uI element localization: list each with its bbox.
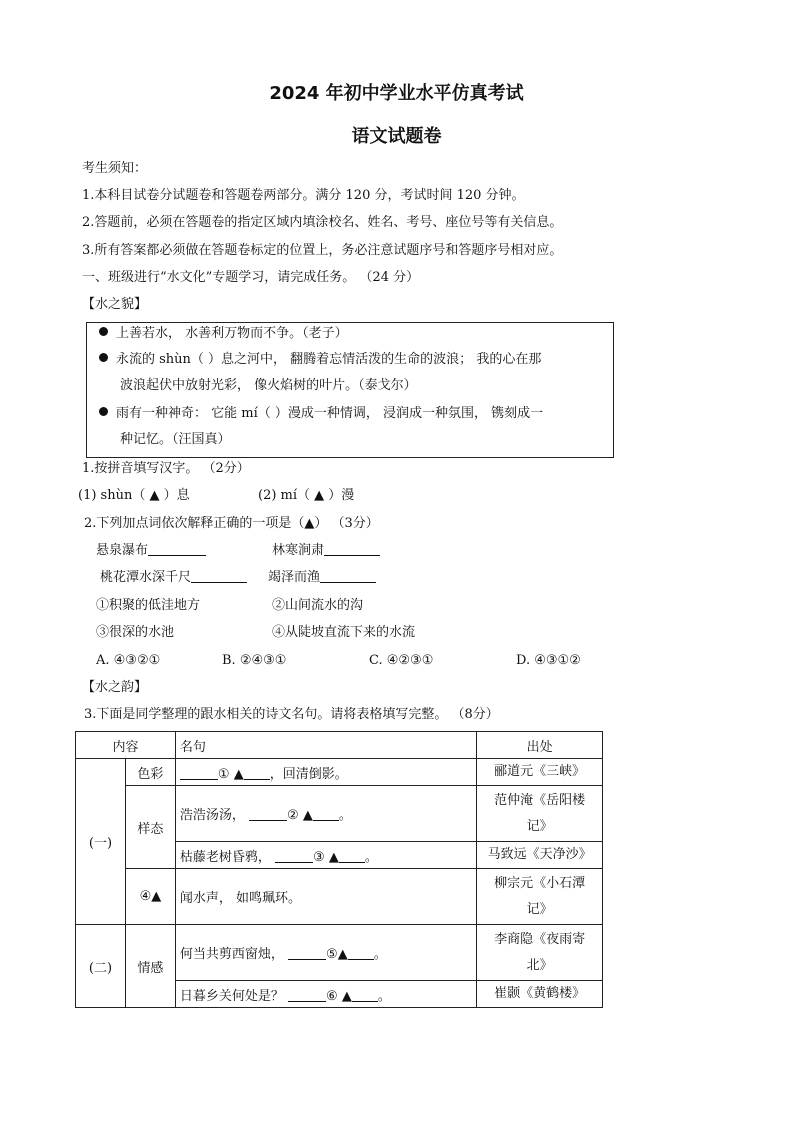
source-cell: 马致远《天净沙》 bbox=[477, 842, 603, 869]
table-header-row bbox=[76, 732, 603, 759]
q2-option-d: D. ④③①② bbox=[516, 653, 581, 668]
category-cell: ④▲ bbox=[125, 869, 175, 925]
source-cell bbox=[477, 786, 603, 842]
q2-option-b: B. ②④③① bbox=[222, 653, 287, 668]
quote-item: 上善若水， 水善利万物而不争。（老子） bbox=[99, 325, 348, 343]
source-cell bbox=[477, 925, 603, 981]
exam-subtitle: 语文试题卷 bbox=[351, 126, 442, 147]
part-label-water-charm: 【水之韵】 bbox=[82, 680, 148, 695]
q2-meaning: ③很深的水池 bbox=[96, 625, 175, 640]
table-row bbox=[76, 786, 603, 842]
question-1-part-a: (1) shùn（ ▲ ）息 bbox=[78, 488, 190, 503]
quote-item-continued: 波浪起伏中放射光彩， 像火焰树的叶片。（泰戈尔） bbox=[120, 378, 417, 393]
source-cell: 郦道元《三峡》 bbox=[477, 759, 603, 786]
verse-cell: 浩浩汤汤， ② ▲ 。 bbox=[175, 786, 476, 842]
verse-cell: 何当共剪西窗烛， ⑤▲ 。 bbox=[175, 925, 476, 981]
q2-meaning: ④从陡坡直流下来的水流 bbox=[272, 625, 416, 640]
category-cell: 色彩 bbox=[125, 759, 175, 786]
source-line: 北》 bbox=[526, 957, 553, 973]
q2-word: 桃花潭水深千尺 bbox=[100, 569, 247, 587]
q2-word: 竭泽而渔 bbox=[268, 569, 376, 587]
q2-word: 林寒涧肃 bbox=[272, 542, 380, 560]
q2-option-a: A. ④③②① bbox=[96, 653, 161, 668]
source-cell: 崔颢《黄鹤楼》 bbox=[477, 981, 603, 1008]
q2-meaning: ②山间流水的沟 bbox=[272, 598, 364, 613]
header-verse: 名句 bbox=[175, 732, 476, 759]
part-label-water-look: 【水之貌】 bbox=[82, 297, 148, 312]
group-label: (一) bbox=[76, 759, 126, 925]
bullet-icon bbox=[99, 327, 108, 336]
source-line: 李商隐《夜雨寄 bbox=[494, 931, 586, 947]
quote-box bbox=[86, 322, 614, 458]
category-cell: 情感 bbox=[125, 925, 175, 1008]
header-source: 出处 bbox=[477, 732, 603, 759]
source-line: 范仲淹《岳阳楼 bbox=[494, 792, 586, 808]
bullet-icon bbox=[99, 407, 108, 416]
section-heading: 一、班级进行“水文化”专题学习，请完成任务。 （24 分） bbox=[82, 270, 420, 285]
notice-item: 3.所有答案都必须做在答题卷标定的位置上，务必注意试题序号和答题序号相对应。 bbox=[82, 243, 563, 258]
quote-item: 雨有一种神奇： 它能 mí（ ）漫成一种情调， 浸润成一种氛围， 镌刻成一 bbox=[99, 405, 543, 423]
source-line: 记》 bbox=[526, 901, 553, 917]
quote-item: 永流的 shùn（ ）息之河中， 翻腾着忘情活泼的生命的波浪； 我的心在那 bbox=[99, 351, 541, 369]
notice-item: 1.本科目试卷分试题卷和答题卷两部分。满分 120 分，考试时间 120 分钟。 bbox=[82, 188, 525, 203]
quote-item-continued: 种记忆。（汪国真） bbox=[120, 432, 231, 447]
verse-cell: ① ▲ ，回清倒影。 bbox=[175, 759, 476, 786]
table-row bbox=[76, 759, 603, 786]
table-row bbox=[76, 925, 603, 981]
q2-option-c: C. ④②③① bbox=[369, 653, 434, 668]
q2-meaning: ①积聚的低洼地方 bbox=[96, 598, 201, 613]
source-line: 柳宗元《小石潭 bbox=[494, 875, 586, 891]
question-2-stem: 2.下列加点词依次解释正确的一项是（▲） （3分） bbox=[84, 516, 379, 531]
question-3-stem: 3.下面是同学整理的跟水相关的诗文名句。请将表格填写完整。 （8分） bbox=[84, 707, 499, 722]
q2-word: 悬泉瀑布 bbox=[96, 542, 206, 560]
verse-cell: 枯藤老树昏鸦， ③ ▲ 。 bbox=[175, 842, 476, 869]
question-1-part-b: (2) mí（ ▲ ）漫 bbox=[258, 488, 355, 503]
table-row bbox=[76, 869, 603, 925]
poem-table bbox=[75, 731, 603, 1008]
group-label: (二) bbox=[76, 925, 126, 1008]
notice-heading: 考生须知： bbox=[82, 161, 148, 176]
exam-title: 2024 年初中学业水平仿真考试 bbox=[269, 83, 524, 104]
source-cell bbox=[477, 869, 603, 925]
notice-item: 2.答题前，必须在答题卷的指定区域内填涂校名、姓名、考号、座位号等有关信息。 bbox=[82, 215, 563, 230]
source-line: 记》 bbox=[526, 818, 553, 834]
question-1-stem: 1.按拼音填写汉字。 （2分） bbox=[82, 461, 250, 476]
verse-cell: 日暮乡关何处是？ ⑥ ▲ 。 bbox=[175, 981, 476, 1008]
verse-cell: 闻水声， 如鸣珮环。 bbox=[175, 869, 476, 925]
bullet-icon bbox=[99, 353, 108, 362]
header-content: 内容 bbox=[76, 732, 176, 759]
category-cell: 样态 bbox=[125, 786, 175, 869]
